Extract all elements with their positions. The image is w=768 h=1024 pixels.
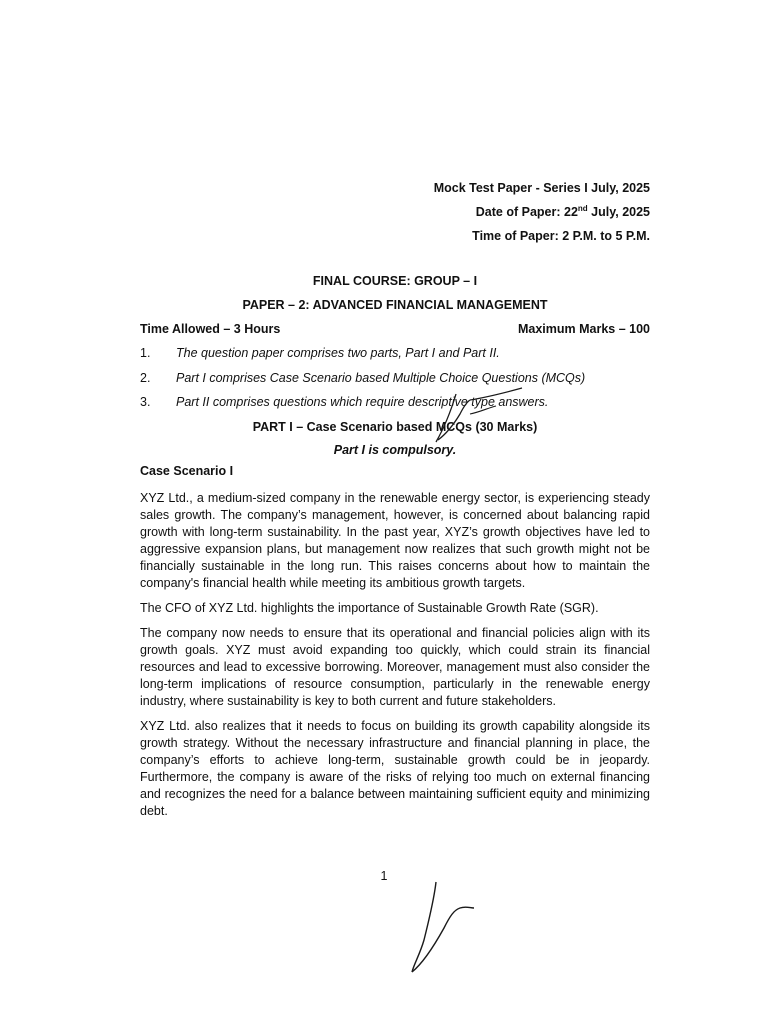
- page-number: 1: [380, 869, 388, 883]
- signature-mark: [404, 880, 484, 976]
- case-scenario-body: [140, 490, 650, 828]
- paper-title: PAPER – 2: ADVANCED FINANCIAL MANAGEMENT: [242, 298, 548, 312]
- instruction-number: 2.: [140, 370, 151, 385]
- series-line: Mock Test Paper - Series I July, 2025: [433, 181, 650, 195]
- date-ordinal: nd: [577, 204, 588, 213]
- instruction-item: [140, 371, 650, 396]
- time-line: Time of Paper: 2 P.M. to 5 P.M.: [472, 229, 650, 243]
- instruction-number: 3.: [140, 395, 151, 409]
- date-prefix: Date of Paper: 22: [475, 205, 578, 219]
- body-paragraph: XYZ Ltd. also realizes that it needs to focus on building its growth capability alongside its growth strategy. Without the necessary infrastructure and financial planning in place, the company’s efforts to achieve long-term, sustainable growth could be in jeopardy. Furthermore, the company is aware of the risks of relying too much on external financing and recognizes the need for a balance between maintaining sufficient equity and minimizing debt.: [140, 719, 650, 818]
- instruction-number: 1.: [140, 346, 151, 360]
- instruction-item: [140, 395, 650, 420]
- body-paragraph: XYZ Ltd., a medium-sized company in the renewable energy sector, is experiencing steady sales growth. The company’s management, however, is concerned about balancing rapid growth with long-term sustainability. In the past year, XYZ’s growth objectives have led to aggressive expansion plans, but management now realizes that such growth might not be financially sustainable in the long run. This raises concerns about how to maintain the company's financial health while meeting its ambitious growth targets.: [140, 491, 650, 590]
- instruction-text: The question paper comprises two parts, Part I and Part II.: [176, 346, 500, 360]
- body-paragraph: The CFO of XYZ Ltd. highlights the importance of Sustainable Growth Rate (SGR).: [140, 601, 599, 615]
- time-marks-row: [140, 322, 650, 336]
- instruction-text: Part I comprises Case Scenario based Multiple Choice Questions (MCQs): [176, 370, 586, 385]
- body-paragraph: The company now needs to ensure that its operational and financial policies align with its growth goals. XYZ must avoid expanding too quickly, which could strain its financial resources and lead to excessive borrowing. Moreover, management must also consider the long-term implications of resource consumption, particularly in the renewable energy industry, where sustainability is key to both current and future stakeholders.: [140, 626, 650, 708]
- paper-header: [140, 176, 650, 248]
- time-allowed: Time Allowed – 3 Hours: [140, 322, 281, 336]
- part-one-heading: PART I – Case Scenario based MCQs (30 Marks): [252, 420, 538, 434]
- course-group-line: FINAL COURSE: GROUP – I: [312, 274, 478, 288]
- instruction-item: [140, 346, 650, 371]
- case-scenario-title: Case Scenario I: [140, 464, 234, 478]
- date-rest: July, 2025: [587, 205, 650, 219]
- date-line: [140, 200, 650, 224]
- initials-mark: [430, 384, 540, 446]
- instruction-text: Part II comprises questions which require descriptive type answers.: [176, 395, 549, 409]
- maximum-marks: Maximum Marks – 100: [517, 322, 650, 336]
- instructions-list: [140, 346, 650, 420]
- part-one-subheading: Part I is compulsory.: [333, 443, 457, 457]
